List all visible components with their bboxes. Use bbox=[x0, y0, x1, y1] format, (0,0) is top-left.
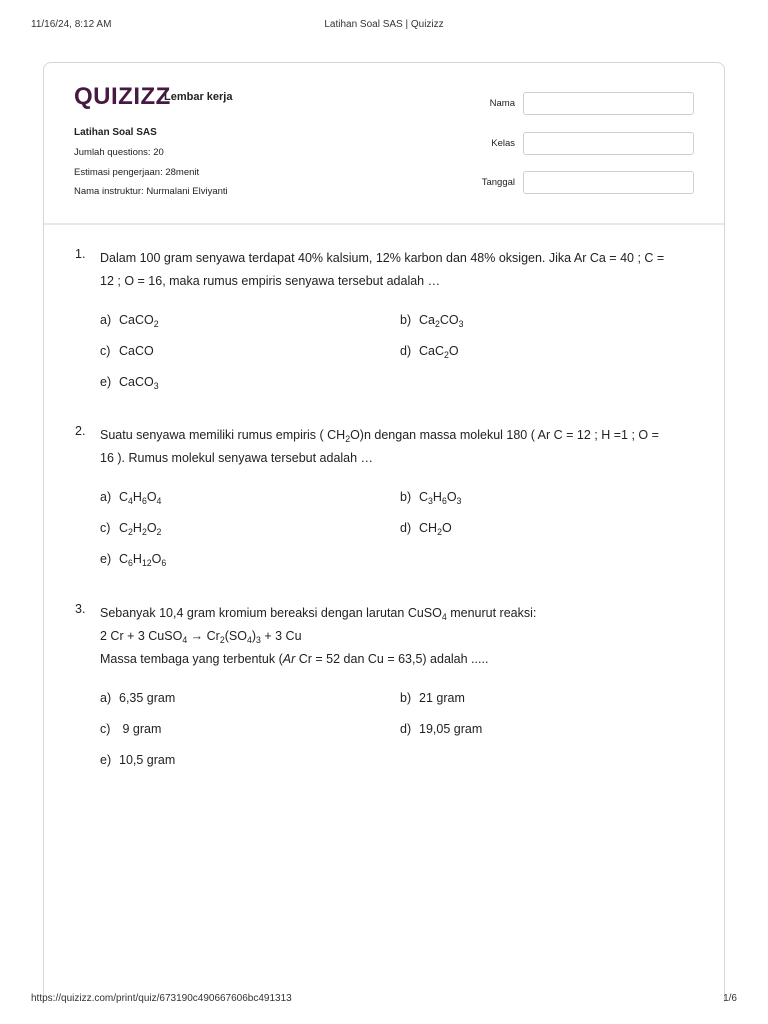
print-title: Latihan Soal SAS | Quizizz bbox=[324, 19, 444, 30]
date-label: Tanggal bbox=[481, 177, 515, 188]
page-number: 1/6 bbox=[723, 993, 737, 1004]
option-a[interactable]: a) 6,35 gram bbox=[100, 691, 176, 705]
option-a[interactable]: a) CaCO$_2$ bbox=[100, 313, 159, 329]
option-b[interactable]: b) $Ca_2CO_3$ bbox=[400, 313, 464, 329]
option-e[interactable]: e) CaCO$_3$ bbox=[100, 375, 159, 391]
question-text bbox=[100, 424, 695, 470]
name-label: Nama bbox=[489, 98, 515, 109]
option-c[interactable]: c) 9 gram bbox=[100, 722, 162, 736]
question-number: 1. bbox=[75, 247, 86, 261]
print-url: https://quizizz.com/print/quiz/673190c490667606bc491313 bbox=[31, 993, 292, 1004]
worksheet-card bbox=[43, 62, 725, 1002]
question-line: 12 ; O = 16, maka rumus empiris senyawa tersebut adalah … bbox=[100, 274, 441, 288]
option-e[interactable]: e) $C_6H_{12}O_6$ bbox=[100, 552, 167, 568]
option-d[interactable]: d) 19,05 gram bbox=[400, 722, 483, 736]
quizizz-logo: QUIZIZZ bbox=[74, 83, 171, 110]
estimate-time: Estimasi pengerjaan: 28menit bbox=[74, 167, 200, 178]
name-field[interactable] bbox=[523, 92, 694, 115]
option-d[interactable]: d) $CH_2O$ bbox=[400, 521, 452, 537]
questions-count: Jumlah questions: 20 bbox=[74, 147, 164, 158]
option-b[interactable]: b) $C_3H_6O_3$ bbox=[400, 490, 462, 506]
reaction-equation: 2 Cr + 3 CuSO$_4$ → $Cr_2(SO_4)_3 + 3$ Cu bbox=[100, 629, 302, 645]
date-field[interactable] bbox=[523, 171, 694, 194]
question-number: 3. bbox=[75, 602, 86, 616]
worksheet-header bbox=[44, 63, 724, 225]
question-text bbox=[100, 247, 695, 293]
quiz-title: Latihan Soal SAS bbox=[74, 127, 157, 138]
instructor-name: Nama instruktur: Nurmalani Elviyanti bbox=[74, 186, 228, 197]
option-a[interactable]: a) $C_4H_6O_4$ bbox=[100, 490, 162, 506]
class-label: Kelas bbox=[491, 138, 515, 149]
question-number: 2. bbox=[75, 424, 86, 438]
print-header bbox=[0, 19, 768, 33]
question-line: 16 ). Rumus molekul senyawa tersebut adalah … bbox=[100, 451, 374, 465]
question-line: Sebanyak 10,4 gram kromium bereaksi dengan larutan CuSO$_4$ menurut reaksi: bbox=[100, 606, 537, 622]
option-c[interactable]: c) CaCO bbox=[100, 344, 154, 358]
question-line: Massa tembaga yang terbentuk (Ar Cr = 52 dan Cu = 63,5) adalah ..... bbox=[100, 652, 489, 666]
question-line: Dalam 100 gram senyawa terdapat 40% kalsium, 12% karbon dan 48% oksigen. Jika Ar Ca = 40 ; C = bbox=[100, 251, 665, 265]
option-b[interactable]: b) 21 gram bbox=[400, 691, 465, 705]
option-e[interactable]: e) 10,5 gram bbox=[100, 753, 176, 767]
option-c[interactable]: c) $C_2H_2O_2$ bbox=[100, 521, 162, 537]
question-text bbox=[100, 602, 695, 671]
print-date: 11/16/24, 8:12 AM bbox=[31, 19, 112, 30]
option-d[interactable]: d) CaC$_2$O bbox=[400, 344, 459, 360]
question-line: Suatu senyawa memiliki rumus empiris ( $CH_2O)n$ dengan massa molekul 180 ( Ar C = 12 ; H =1 ; O = bbox=[100, 428, 659, 444]
logo-subtitle: Lembar kerja bbox=[164, 91, 233, 103]
class-field[interactable] bbox=[523, 132, 694, 155]
